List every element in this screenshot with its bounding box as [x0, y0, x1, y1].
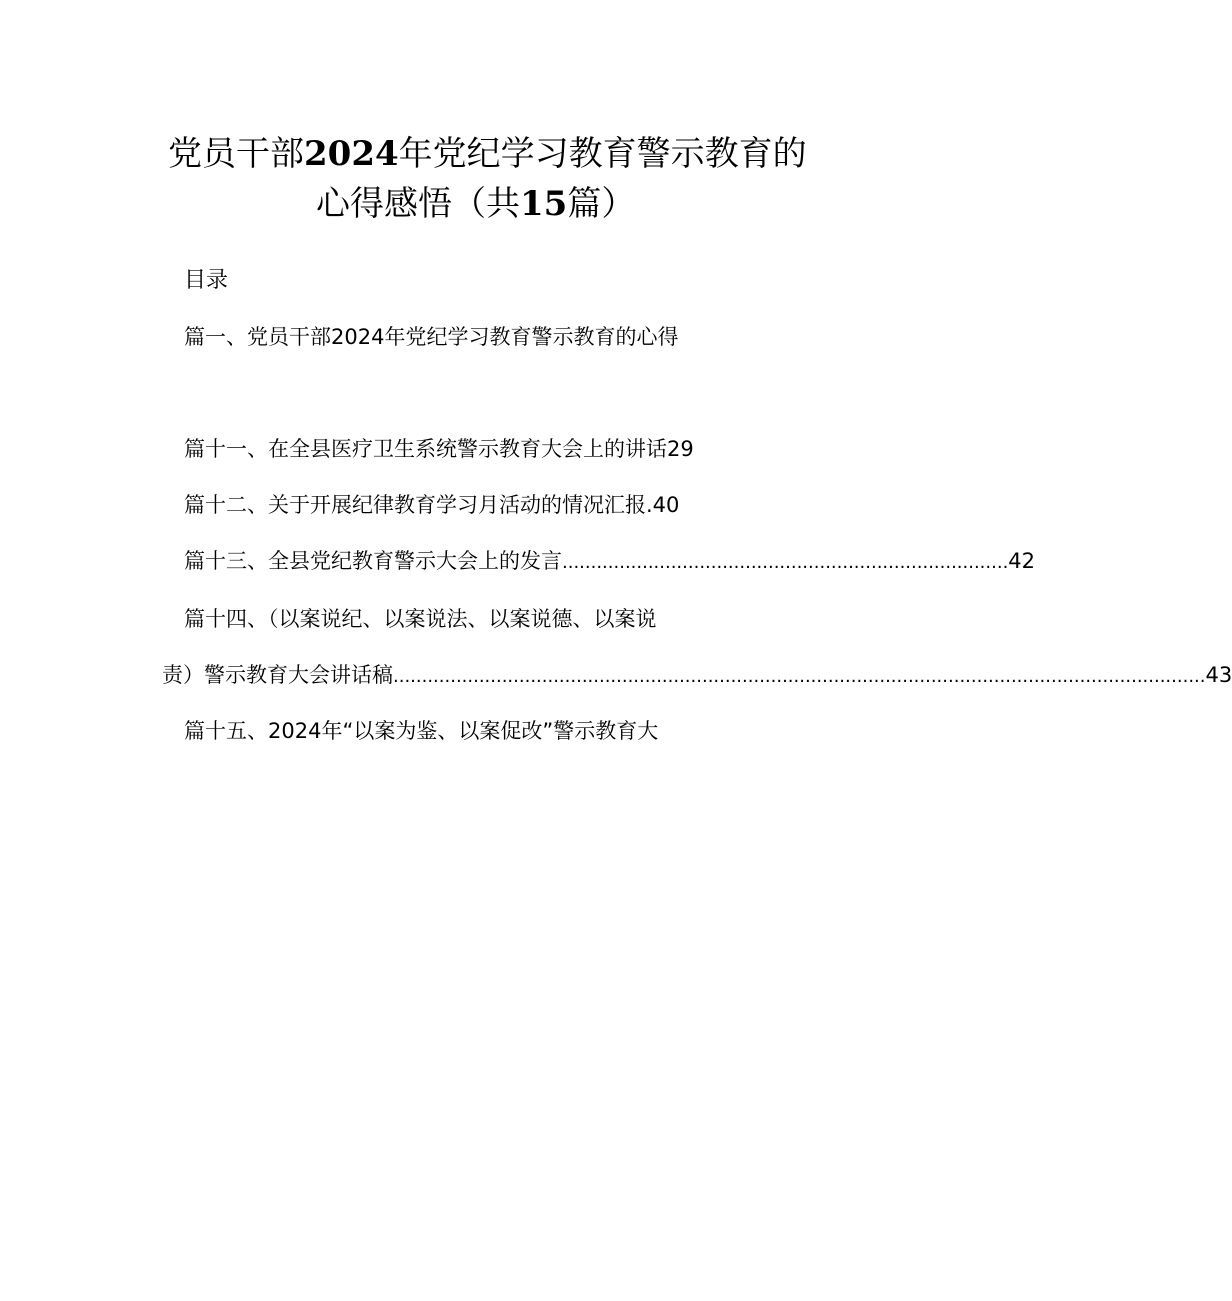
toc-entry-text: 责）警示教育大会讲话稿 — [162, 663, 393, 687]
toc-entry[interactable] — [184, 716, 658, 746]
toc-entry[interactable] — [184, 490, 679, 520]
title-count: 15 — [520, 184, 568, 224]
toc-page-number: 43 — [1205, 663, 1232, 687]
toc-entry[interactable] — [184, 322, 678, 352]
title-suffix: 年党纪学习教育警示教育的 — [398, 134, 807, 174]
toc-entry-text: 篇十一、在全县医疗卫生系统警示教育大会上的讲话 — [184, 437, 667, 461]
title-suffix-2: 篇） — [567, 184, 636, 224]
title-prefix: 党员干部 — [168, 134, 304, 174]
toc-entry[interactable] — [184, 604, 657, 634]
toc-page-number: .40 — [646, 493, 680, 517]
toc-entry-text: 篇一、党员干部2024年党纪学习教育警示教育的心得 — [184, 325, 679, 349]
toc-page-number: 42 — [1008, 549, 1036, 573]
toc-entry[interactable] — [184, 546, 1036, 578]
toc-entry-continuation[interactable] — [162, 660, 1232, 692]
toc-entry-text: 篇十三、全县党纪教育警示大会上的发言 — [184, 549, 562, 573]
toc-leader-dots: .............................................................................. — [562, 552, 1009, 573]
document-title-line-2 — [316, 184, 635, 224]
toc-entry-text: 篇十四、（以案说纪、以案说法、以案说德、以案说 — [184, 607, 657, 631]
toc-page-number: 29 — [667, 437, 694, 461]
toc-entry-text: 篇十五、2024年“以案为鉴、以案促改”警示教育大 — [184, 719, 659, 743]
toc-heading: 目录 — [184, 268, 229, 293]
document-title-line-1 — [168, 134, 807, 174]
toc-entry[interactable] — [184, 434, 694, 464]
toc-leader-dots: .............................................................................................................................................. — [393, 666, 1206, 687]
toc-entry-text: 篇十二、关于开展纪律教育学习月活动的情况汇报 — [184, 493, 646, 517]
title-prefix-2: 心得感悟（共 — [316, 184, 520, 224]
title-year: 2024 — [304, 134, 399, 174]
